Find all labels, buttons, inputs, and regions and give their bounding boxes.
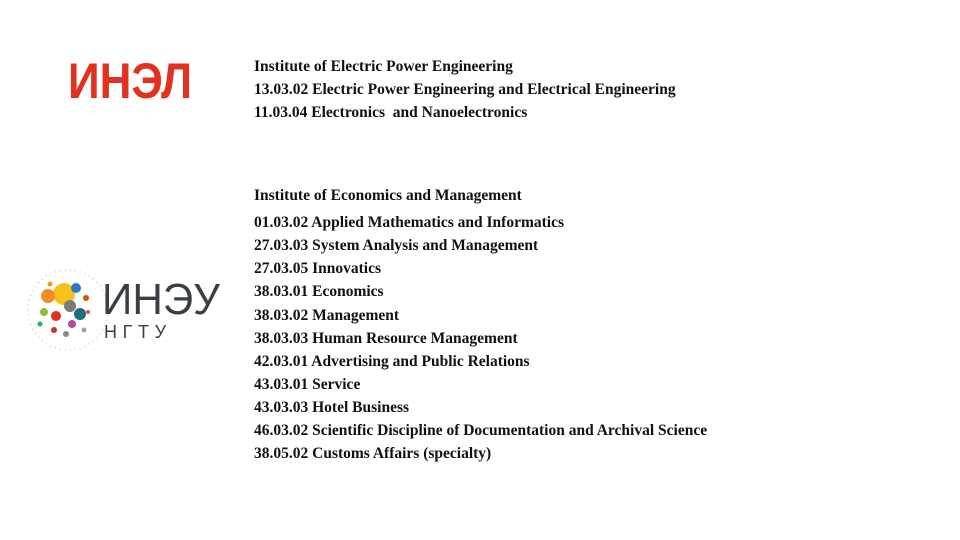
ineu-dots-emblem	[28, 270, 108, 350]
program-item: 43.03.03 Hotel Business	[254, 399, 410, 416]
program-item: 27.03.05 Innovatics	[254, 260, 382, 277]
institute-title-inel: Institute of Electric Power Engineering	[254, 58, 513, 75]
program-item: 38.03.01 Economics	[254, 283, 384, 300]
program-item: 43.03.01 Service	[254, 376, 361, 393]
program-item: 27.03.03 System Analysis and Management	[254, 237, 539, 254]
program-item: 11.03.04 Electronics and Nanoelectronics	[254, 104, 528, 121]
inel-logo-text: ИНЭЛ	[68, 53, 192, 109]
program-item: 38.03.03 Human Resource Management	[254, 330, 518, 347]
program-item: 42.03.01 Advertising and Public Relations	[254, 353, 530, 370]
ineu-logo-subtext: НГТУ	[104, 322, 166, 342]
program-item: 13.03.02 Electric Power Engineering and Electrical Engineering	[254, 81, 676, 98]
program-item: 46.03.02 Scientific Discipline of Documentation and Archival Science	[254, 422, 708, 439]
program-item: 01.03.02 Applied Mathematics and Informatics	[254, 214, 564, 231]
inel-logo	[66, 52, 196, 110]
program-item: 38.03.02 Management	[254, 307, 400, 324]
ineu-logo-text: ИНЭУ	[102, 275, 221, 324]
program-item: 38.05.02 Customs Affairs (specialty)	[254, 445, 492, 462]
institute-title-ineu: Institute of Economics and Management	[254, 187, 522, 204]
ineu-logo	[26, 268, 226, 352]
